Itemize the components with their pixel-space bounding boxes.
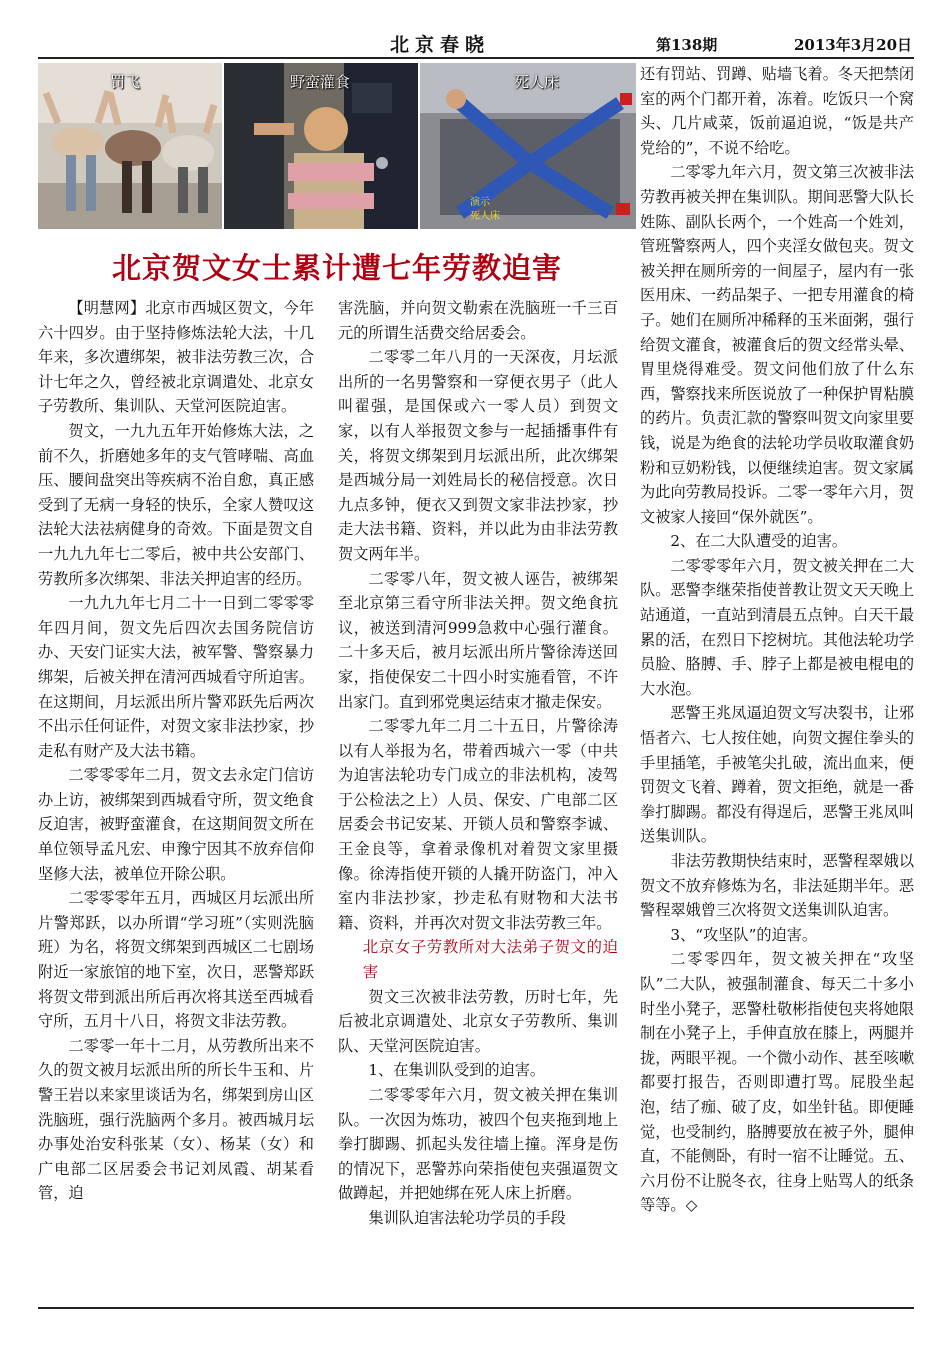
paragraph: 二零零八年，贺文被人诬告，被绑架至北京第三看守所非法关押。贺文绝食抗议，被送到清河999急救中心强行灌食。二十多天后，被月坛派出所片警徐涛送回家，指使保安二十四小时实施看管，不许出家门。直到邪党奥运结束才撤走保安。 (338, 569, 618, 711)
bottom-rule (38, 1307, 914, 1309)
section-subheading: 北京女子劳教所对大法弟子贺文的迫害 (362, 938, 618, 982)
paragraph: 贺文，一九九五年开始修炼大法，之前不久，折磨她多年的支气管哮喘、高血压、腰间盘突出等疾病不治自愈，真正感受到了无病一身轻的快乐，全家人赞叹这法轮大法祛病健身的奇效。下面是贺文自一九九九年七二零后，被中共公安部门、劳教所多次绑架、非法关押迫害的经历。 (38, 421, 314, 588)
newspaper-name: 北京春晓 (390, 34, 491, 56)
paragraph: 还有罚站、罚蹲、贴墙飞着。冬天把禁闭室的两个门都开着，冻着。吃饭只一个窝头、几片咸菜，饭前逼迫说，“饭是共产党给的”，不说不给吃。 (640, 65, 914, 157)
paragraph: 二零零二年八月的一天深夜，月坛派出所的一名男警察和一穿便衣男子（此人叫翟强，是国保或六一零人员）到贺文家，以有人举报贺文参与一起插播事件有关，将贺文绑架到月坛派出所，此次绑架是西城分局一刘姓局长的秘信授意。次日九点多钟，便衣又到贺文家非法抄家，抄走大法书籍、资料，并以此为由非法劳教贺文两年半。 (338, 348, 618, 563)
headline: 北京贺文女士累计遭七年劳教迫害 (111, 251, 562, 285)
top-rule (38, 57, 914, 59)
paragraph: 非法劳教期快结束时，恶警程翠娥以贺文不放弃修炼为名，非法延期半年。恶警程翠娥曾三次将贺文送集训队迫害。 (640, 852, 914, 920)
paragraph: 害洗脑，并向贺文勒索在洗脑班一千三百元的所谓生活费交给居委会。 (338, 299, 618, 342)
paragraph: 二零零九年六月，贺文第三次被非法劳教再被关押在集训队。期间恶警大队长姓陈、副队长两个，一个姓高一个姓刘，管班警察两人，四个夹淫女做包夹。贺文被关押在厕所旁的一间屋子，屋内有一张医用床、一药品架子、一把专用灌食的椅子。她们在厕所冲稀释的玉米面粥，强行给贺文灌食，被灌食后的贺文经常头晕、胃里烧得难受。贺文问他们放了什么东西，警察找来所医说放了一种保护胃粘膜的药片。负责汇款的警察叫贺文向家里要钱，说是为绝食的法轮功学员收取灌食奶粉和豆奶粉钱，以便继续迫害。贺文家属为此向劳教局投诉。二零一零年六月，贺文被家人接回“保外就医”。 (640, 163, 914, 526)
column-1 (38, 296, 314, 1206)
column-3 (640, 62, 914, 1218)
photo-inset-line-2: 死人床 (470, 211, 500, 222)
photo-caption-force-feeding: 野蛮灌食 (290, 73, 351, 91)
paragraph: 二零零九年二月二十五日，片警徐涛以有人举报为名，带着西城六一零（中共为迫害法轮功专门成立的非法机构，凌驾于公检法之上）人员、保安、广电部二区居委会书记安某、开锁人员和警察李诚、王金良等，拿着录像机对着贺文家里摄像。徐涛指使开锁的人撬开防盗门，冲入室内非法抄家，抄走私有财物和大法书籍、资料，并再次对贺文非法劳教三年。 (338, 717, 618, 932)
paragraph: 二零零零年五月，西城区月坛派出所片警郑跃，以办所谓“学习班”（实则洗脑班）为名，将贺文绑架到西城区二七剧场附近一家旅馆的地下室，次日，恶警郑跃将贺文带到派出所后再次将其送至西城看守所，五月十八日，将贺文非法劳教。 (38, 889, 314, 1031)
paragraph: 1、在集训队受到的迫害。 (368, 1061, 546, 1080)
paragraph: 3、“攻坚队”的迫害。 (670, 925, 818, 944)
photo-caption-punishment: 罚飞 (110, 73, 141, 91)
issue-number: 第138期 (656, 36, 718, 54)
photo-strip (38, 63, 636, 229)
photo-force-feeding (224, 63, 418, 229)
paragraph: 二零零一年十二月，从劳教所出来不久的贺文被月坛派出所的所长牛玉和、片警王岩以来家里谈话为名，绑架到房山区洗脑班，强行洗脑两个多月。被西城月坛办事处治安科张某（女）、杨某（女）和广电部二区居委会书记刘凤霞、胡某看管，迫 (38, 1036, 314, 1203)
photo-punishment (38, 63, 222, 229)
masthead (38, 30, 914, 60)
paragraph: 恶警王兆凤逼迫贺文写决裂书，让邪悟者六、七人按住她，向贺文握住拳头的手里插笔，手被笔尖扎破，流出血来，便罚贺文飞着、蹲着，贺文拒绝，就是一番拳打脚踢。都没有得逞后，恶警王兆凤叫送集训队。 (640, 704, 914, 846)
photo-death-bed (420, 63, 636, 229)
paragraph: 【明慧网】北京市西城区贺文，今年六十四岁。由于坚持修炼法轮大法，十几年来，多次遭绑架，被非法劳教三次，合计七年之久，曾经被北京调遣处、北京女子劳教所、集训队、天堂河医院迫害。 (38, 299, 314, 416)
paragraph: 二零零零年六月，贺文被关押在二大队。恶警李继荣指使普教让贺文天天晚上站通道，一直站到清晨五点钟。白天干最累的活，在烈日下挖树坑。其他法轮功学员脸、胳膊、手、脖子上都是被电棍电的大水泡。 (640, 556, 914, 698)
paragraph: 集训队迫害法轮功学员的手段 (368, 1208, 566, 1227)
issue-date: 2013年3月20日 (794, 36, 913, 54)
column-2 (338, 296, 618, 1231)
paragraph: 二零零零年六月，贺文被关押在集训队。一次因为炼功，被四个包夹拖到地上拳打脚踢、抓起头发往墙上撞。浑身是伤的情况下，恶警苏向荣指使包夹强逼贺文做蹲起，并把她绑在死人床上折磨。 (338, 1086, 618, 1203)
paragraph: 贺文三次被非法劳教，历时七年，先后被北京调遣处、北京女子劳教所、集训队、天堂河医院迫害。 (338, 987, 618, 1055)
photo-caption-death-bed: 死人床 (514, 73, 560, 91)
photo-inset-line-1: 演示 (470, 197, 490, 208)
paragraph: 2、在二大队遭受的迫害。 (670, 532, 848, 551)
paragraph: 一九九九年七月二十一日到二零零零年四月间，贺文先后四次去国务院信访办、天安门证实大法，被军警、警察暴力绑架，后被关押在清河西城看守所迫害。在这期间，月坛派出所片警邓跃先后两次不出示任何证件，对贺文家非法抄家，抄走私有财产及大法书籍。 (38, 594, 314, 760)
paragraph: 二零零四年，贺文被关押在“攻坚队”二大队，被强制灌食、每天二十多小时坐小凳子，恶警杜敬彬指使包夹将她限制在小凳子上，手伸直放在膝上，两腿并拢，两眼平视。一个微小动作、甚至咳嗽都要打报告，否则即遭打骂。屁股坐起泡，结了痂、破了皮，如坐针毡。即便睡觉，也受制约，胳膊要放在被子外，腿伸直，不能侧卧，有时一宿不让睡觉。五、六月份不让脱冬衣，往身上贴骂人的纸条等等。◇ (640, 950, 914, 1215)
paragraph: 二零零零年二月，贺文去永定门信访办上访，被绑架到西城看守所，贺文绝食反迫害，被野蛮灌食，在这期间贺文所在单位领导孟凡宏、申豫宁因其不放弃信仰坚修大法，被单位开除公职。 (38, 766, 314, 883)
